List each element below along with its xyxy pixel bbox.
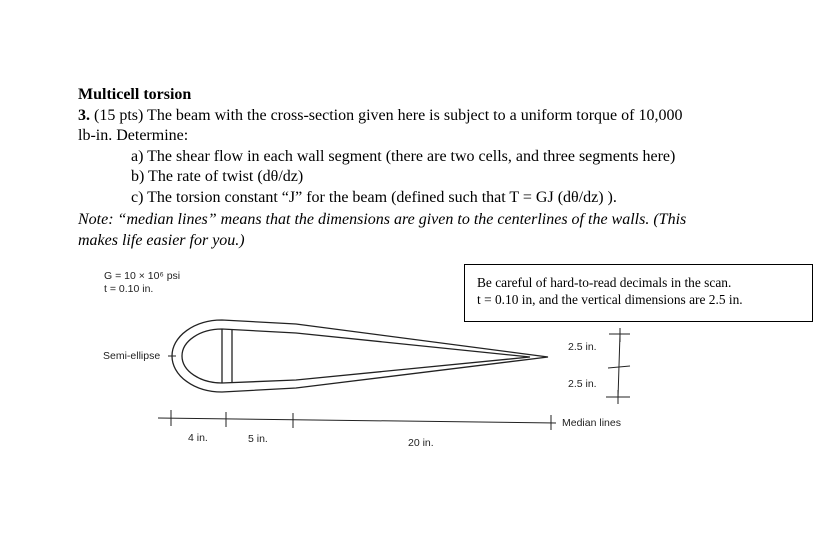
question-line-1: The beam with the cross-section given here is subject to a uniform torque of 10,000 (147, 107, 683, 124)
question-item-a: a) The shear flow in each wall segment (there are two cells, and three segments here) (131, 148, 676, 165)
note-line-1: Note: “median lines” means that the dimensions are given to the centerlines of the walls. (This (78, 211, 687, 228)
callout-line-1: Be careful of hard-to-read decimals in the scan. (477, 275, 732, 290)
note-line-2: makes life easier for you.) (78, 232, 245, 249)
dim-vertical-line (618, 334, 620, 398)
question-points: (15 pts) (94, 107, 144, 124)
heading: Multicell torsion (78, 86, 192, 103)
question-line-2: lb-in. Determine: (78, 127, 189, 144)
dim-4-label: 4 in. (188, 432, 208, 444)
dim-5-label: 5 in. (248, 433, 268, 445)
dim-lower-label: 2.5 in. (568, 378, 597, 390)
question-item-c: c) The torsion constant “J” for the beam (defined such that T = GJ (dθ/dz) ). (131, 189, 617, 206)
inner-wall (182, 329, 530, 383)
t-label: t = 0.10 in. (104, 283, 154, 295)
semi-ellipse-label: Semi-ellipse (103, 350, 161, 362)
median-lines-label: Median lines (562, 417, 621, 429)
dim-20-label: 20 in. (408, 437, 434, 449)
callout-line-2: t = 0.10 in, and the vertical dimensions are 2.5 in. (477, 292, 743, 307)
dim-upper-label: 2.5 in. (568, 341, 597, 353)
dim-horizontal-line (158, 418, 556, 423)
outer-wall (172, 320, 548, 392)
question-number: 3. (78, 107, 90, 124)
g-label: G = 10 × 10⁶ psi (104, 270, 181, 282)
question-item-b: b) The rate of twist (dθ/dz) (131, 168, 304, 185)
